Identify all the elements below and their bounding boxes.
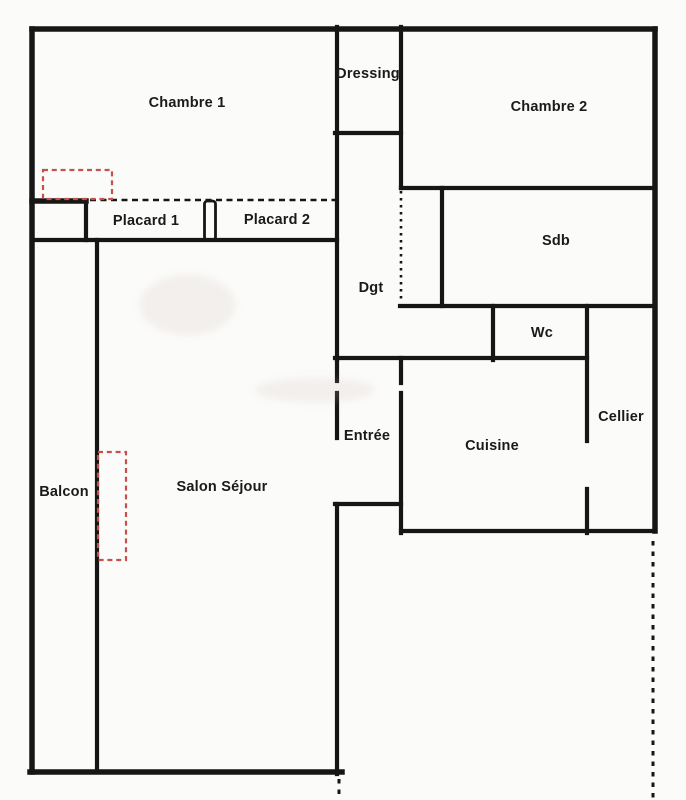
property-boundary-dashed	[339, 541, 653, 800]
room-label-salon: Salon Séjour	[176, 479, 268, 495]
room-label-wc: Wc	[530, 325, 554, 341]
room-label-cuisine: Cuisine	[465, 438, 519, 454]
room-label-sdb: Sdb	[542, 233, 570, 249]
wall-placard-divider	[205, 201, 216, 240]
red-annotation-salon	[98, 452, 126, 560]
room-label-entree: Entrée	[343, 428, 391, 444]
outer-walls	[30, 29, 655, 772]
room-label-cellier: Cellier	[598, 409, 644, 425]
interior-walls	[32, 27, 655, 774]
opening-dashed-lines	[90, 191, 401, 303]
room-label-balcon: Balcon	[39, 484, 89, 500]
room-label-placard2: Placard 2	[243, 212, 311, 228]
red-annotation-chambre1	[43, 170, 112, 199]
room-label-chambre2: Chambre 2	[510, 99, 588, 115]
room-label-placard1: Placard 1	[112, 213, 180, 229]
room-label-dressing: Dressing	[336, 66, 400, 82]
room-label-chambre1: Chambre 1	[148, 95, 226, 111]
room-label-dgt: Dgt	[358, 280, 384, 296]
